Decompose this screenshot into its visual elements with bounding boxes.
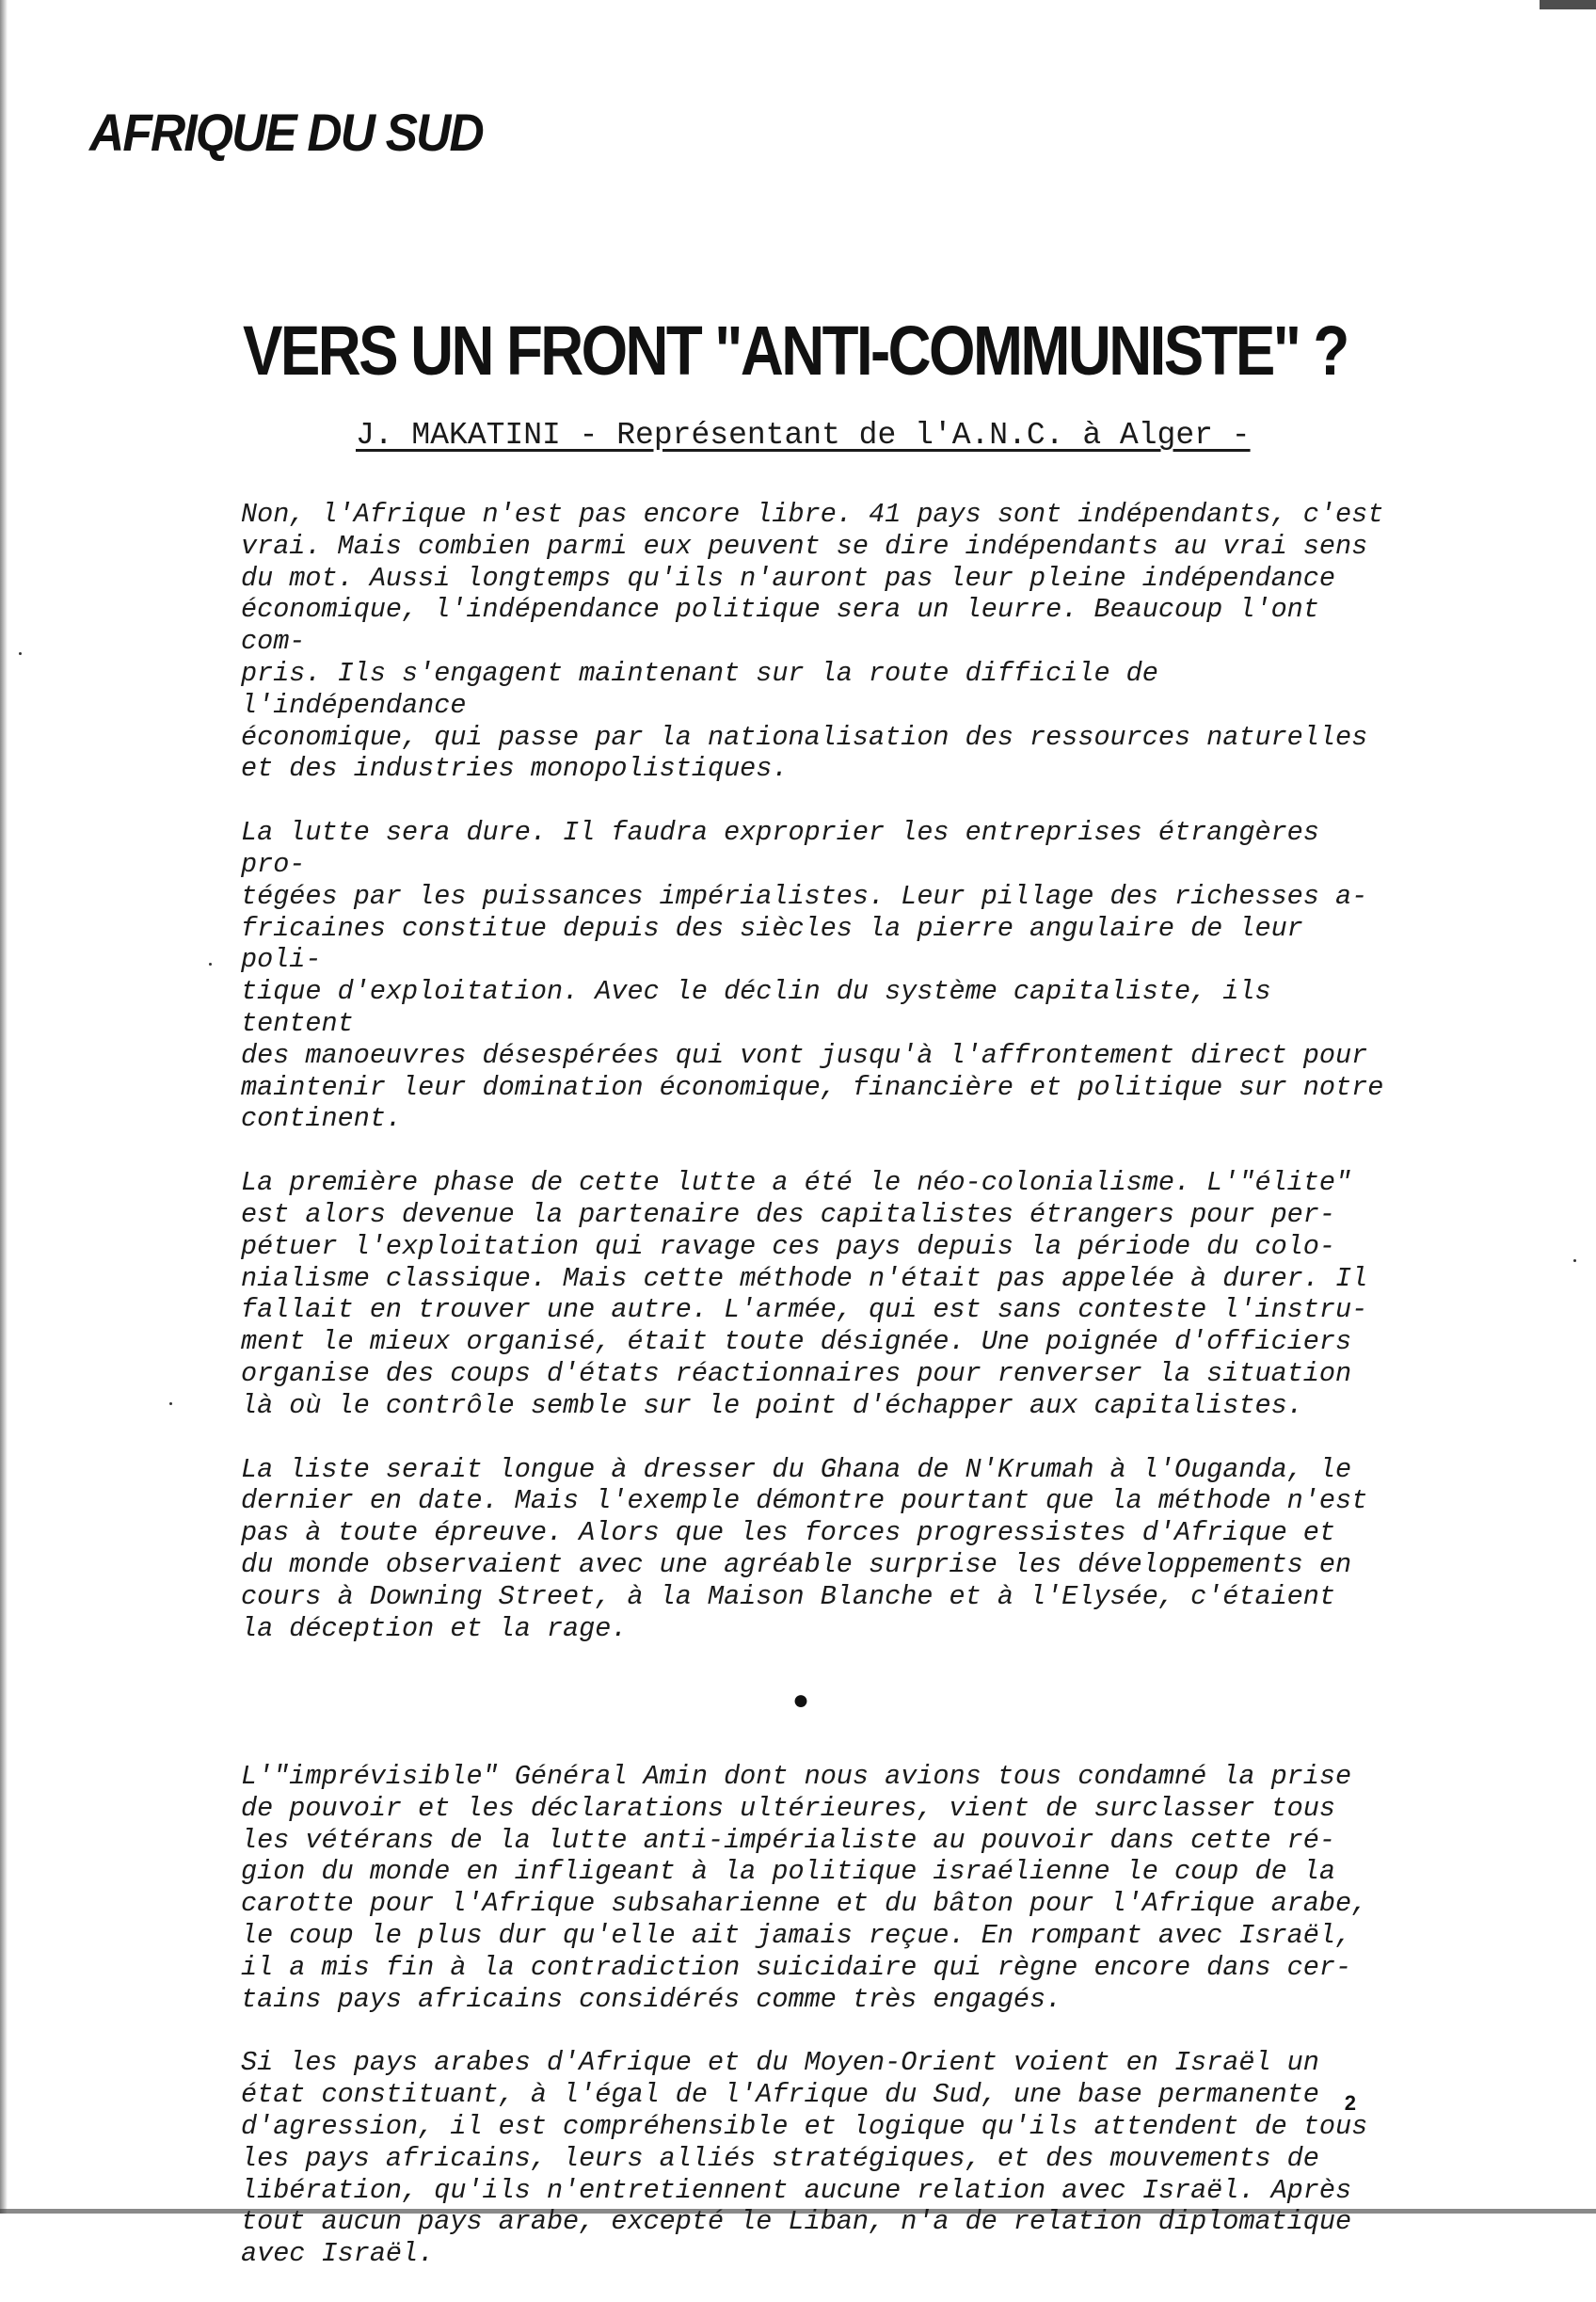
paragraph-3: La première phase de cette lutte a été le néo-colonialisme. L'"élite" est alors devenue la partenaire des capitalistes étrangers pour per- pétuer l'exploitation qui ravage ces pays depuis la période du colo- nialisme classique. Mais cette méthode n'était pas appelée à durer. Il fallait en trouver une autre. L'armée, qui est sans conteste l'instru- ment le mieux organisé, était toute désignée. Une poignée d'officiers organise des coups d'états réactionnaires pour renverser la situation là où le contrôle semble sur le point d'échapper aux capitalistes.	[241, 1167, 1368, 1421]
paragraph-1: Non, l'Afrique n'est pas encore libre. 41 pays sont indépendants, c'est vrai. Mais combien parmi eux peuvent se dire indépendants au vrai sens du mot. Aussi longtemps qu'ils n'auront pas leur pleine indépendance économique, l'indépendance politique sera un leurre. Beaucoup l'ont com- pris. Ils s'engagent maintenant sur la route difficile de l'indépendance économique, qui passe par la nationalisation des ressources naturelles et des industries monopolistiques.	[241, 499, 1384, 785]
paragraph-2: La lutte sera dure. Il faudra exproprier les entreprises étrangères pro- tégées par les puissances impérialistes. Leur pillage des richesses a- fricaines constitue depuis des siècles la pierre angulaire de leur poli- tique d'exploitation. Avec le déclin du système capitaliste, ils tentent des manoeuvres désespérées qui vont jusqu'à l'affrontement direct pour maintenir leur domination économique, financière et politique sur notre continent.	[241, 817, 1384, 1135]
scan-speck	[209, 963, 212, 966]
paragraph-6: Si les pays arabes d'Afrique et du Moyen-Orient voient en Israël un état constituant, à l'égal de l'Afrique du Sud, une base permanente d'agression, il est compréhensible et logique qu'ils attendent de tous les pays africains, leurs alliés stratégiques, et des mouvements de libération, qu'ils n'entretiennent aucune relation avec Israël. Après tout aucun pays arabe, excepté le Liban, n'a de relation diplomatique avec Israël.	[241, 2047, 1368, 2270]
article-headline: VERS UN FRONT "ANTI-COMMUNISTE" ?	[243, 312, 1348, 390]
article-byline: J. MAKATINI - Représentant de l'A.N.C. à Alger -	[356, 418, 1251, 453]
scan-edge-left	[0, 0, 8, 2214]
section-label: AFRIQUE DU SUD	[89, 103, 483, 162]
scan-speck	[19, 652, 22, 655]
section-separator-bullet: ●	[791, 1687, 809, 1719]
scan-speck	[1573, 1259, 1576, 1262]
scan-edge-topright	[1540, 0, 1596, 9]
scan-speck	[169, 1402, 172, 1405]
paragraph-5: L'"imprévisible" Général Amin dont nous avions tous condamné la prise de pouvoir et les déclarations ultérieures, vient de surclasser tous les vétérans de la lutte anti-impérialiste au pouvoir dans cette ré- gion du monde en infligeant à la politique israélienne le coup de la carotte pour l'Afrique subsaharienne et du bâton pour l'Afrique arabe, le coup le plus dur qu'elle ait jamais reçue. En rompant avec Israël, il a mis fin à la contradiction suicidaire qui règne encore dans cer- tains pays africains considérés comme très engagés.	[241, 1761, 1368, 2015]
paragraph-4: La liste serait longue à dresser du Ghana de N'Krumah à l'Ouganda, le dernier en date. Mais l'exemple démontre pourtant que la méthode n'est pas à toute épreuve. Alors que les forces progressistes d'Afrique et du monde observaient avec une agréable surprise les développements en cours à Downing Street, à la Maison Blanche et à l'Elysée, c'étaient la déception et la rage.	[241, 1453, 1368, 1644]
article-body	[241, 499, 1398, 2302]
page-number: 2	[1344, 2091, 1356, 2115]
